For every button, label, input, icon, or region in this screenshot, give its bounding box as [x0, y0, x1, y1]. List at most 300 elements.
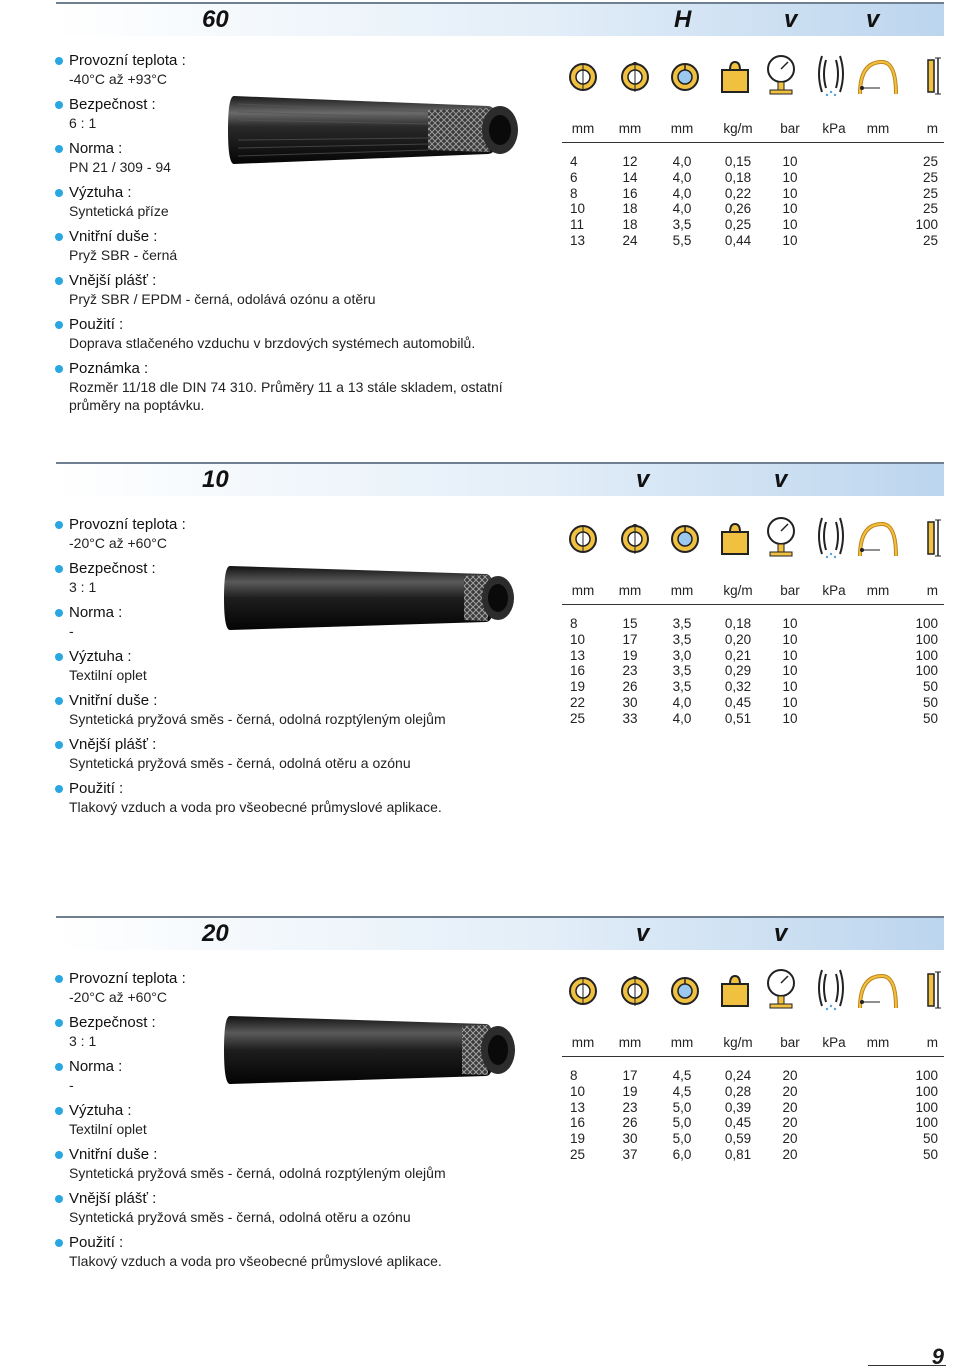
table-cell: 10: [782, 616, 798, 631]
table-cell: 10: [782, 169, 798, 185]
property-value: Syntetická pryžová směs - černá, odolná otěru a ozónu: [69, 755, 411, 771]
table-header: [562, 1030, 944, 1056]
table-cell: 20: [782, 1115, 798, 1131]
unit-header: mm: [856, 1030, 900, 1056]
unit-header: bar: [768, 578, 812, 604]
product-section-1: [0, 0, 960, 420]
property-value: 6 : 1: [69, 115, 97, 131]
table-cell: 3,5: [672, 679, 692, 695]
property-label: Výztuha :: [55, 184, 525, 202]
property-value: Syntetická pryžová směs - černá, odolná rozptýleným olejům: [69, 711, 446, 727]
table-cell: 23: [622, 663, 638, 679]
table-cell: 10: [782, 647, 798, 663]
unit-header: mm: [656, 578, 708, 604]
bend-radius-icon: [856, 970, 900, 1010]
table-cell: 4: [570, 154, 578, 169]
table-cell: 10: [782, 232, 798, 248]
property-value: Rozměr 11/18 dle DIN 74 310. Průměry 11 a 13 stále skladem, ostatní průměry na poptávku.: [69, 379, 503, 413]
wall-thickness-icon: [670, 62, 700, 92]
table-cell: [812, 632, 856, 648]
table-cell: 25: [570, 710, 586, 726]
bend-radius-icon: [856, 56, 900, 96]
table-cell: 16: [570, 1115, 586, 1131]
burst-pressure-icon: [816, 966, 846, 1012]
table-cell: 19: [622, 647, 638, 663]
table-cell: [856, 1115, 900, 1131]
table-cell: [856, 616, 900, 632]
table-row: [562, 632, 944, 648]
section-title-right-2: v: [774, 920, 788, 947]
table-cell: 0,59: [724, 1131, 752, 1147]
weight-icon: [718, 972, 752, 1008]
table-cell: 6,0: [672, 1146, 692, 1162]
property-item: [55, 360, 525, 414]
section-title-bar: [56, 2, 944, 36]
table-cell: [856, 1084, 900, 1100]
table-cell: 13: [570, 1099, 586, 1115]
property-label: Vnitřní duše :: [55, 1146, 446, 1164]
table-cell: 4,5: [672, 1083, 692, 1099]
hose-image: [224, 562, 524, 634]
table-cell: 0,32: [724, 679, 752, 695]
table-cell: [856, 154, 900, 170]
table-cell: [856, 186, 900, 202]
table-cell: [812, 1100, 856, 1116]
property-value: Tlakový vzduch a voda pro všeobecné průmyslové aplikace.: [69, 1253, 442, 1269]
property-value: Syntetická příze: [69, 203, 169, 219]
table-cell: 6: [570, 169, 578, 185]
page-number: [868, 1344, 946, 1369]
property-item: [55, 736, 446, 772]
table-cell: 13: [570, 232, 586, 248]
pressure-gauge-icon: [764, 968, 798, 1010]
unit-header: mm: [604, 1030, 656, 1056]
pressure-gauge-icon: [764, 516, 798, 558]
table-cell: 22: [570, 694, 586, 710]
table-cell: 25: [922, 169, 938, 185]
property-value: -: [69, 1077, 74, 1093]
property-label: Vnější plášť :: [55, 272, 525, 290]
table-cell: 100: [915, 616, 938, 631]
table-cell: 30: [622, 1131, 638, 1147]
table-cell: [856, 201, 900, 217]
table-cell: 15: [622, 616, 638, 631]
table-cell: 0,44: [724, 232, 752, 248]
table-cell: [812, 1068, 856, 1084]
table-cell: [812, 201, 856, 217]
table-cell: 0,24: [724, 1068, 752, 1083]
table-cell: 25: [922, 154, 938, 169]
table-cell: 25: [922, 232, 938, 248]
outer-diameter-icon: [620, 62, 650, 92]
table-cell: 50: [922, 1146, 938, 1162]
property-item: [55, 228, 525, 264]
table-cell: [812, 711, 856, 727]
table-cell: 3,5: [672, 663, 692, 679]
table-cell: 16: [570, 663, 586, 679]
table-cell: 20: [782, 1068, 798, 1083]
unit-header: mm: [604, 578, 656, 604]
table-cell: 10: [782, 694, 798, 710]
section-title-right-2: v: [774, 466, 788, 493]
table-body: [562, 1068, 944, 1163]
unit-header: mm: [562, 578, 604, 604]
property-value: PN 21 / 309 - 94: [69, 159, 171, 175]
property-label: Použití :: [55, 1234, 446, 1252]
table-row: [562, 711, 944, 727]
table-row: [562, 616, 944, 632]
property-value: Pryž SBR - černá: [69, 247, 178, 263]
table-cell: 3,5: [672, 217, 692, 233]
table-cell: 13: [570, 647, 586, 663]
section-title-left: 60: [202, 6, 229, 33]
table-cell: 4,0: [672, 154, 692, 169]
property-item: [55, 52, 525, 88]
unit-header: kPa: [812, 116, 856, 142]
table-cell: 19: [622, 1083, 638, 1099]
unit-header: mm: [656, 1030, 708, 1056]
property-item: [55, 1190, 446, 1226]
table-cell: [856, 1147, 900, 1163]
inner-diameter-icon: [568, 524, 598, 554]
page-number-text: 9: [931, 1344, 944, 1369]
table-header: [562, 116, 944, 142]
unit-header: m: [900, 116, 944, 142]
table-cell: 37: [622, 1146, 638, 1162]
table-cell: 50: [922, 694, 938, 710]
property-label: Bezpečnost :: [55, 560, 446, 578]
unit-header: kPa: [812, 578, 856, 604]
burst-pressure-icon: [816, 514, 846, 560]
product-section-2: [0, 462, 960, 822]
table-cell: 25: [570, 1146, 586, 1162]
table-cell: [812, 695, 856, 711]
table-cell: 10: [782, 663, 798, 679]
table-body: [562, 616, 944, 727]
hose-image: [228, 90, 528, 170]
table-cell: 20: [782, 1099, 798, 1115]
property-item: [55, 692, 446, 728]
unit-header: m: [900, 578, 944, 604]
section-title-left: 10: [202, 466, 229, 493]
table-cell: 100: [915, 217, 938, 233]
table-cell: [812, 616, 856, 632]
table-cell: 10: [782, 185, 798, 201]
table-cell: [812, 154, 856, 170]
table-cell: [812, 1147, 856, 1163]
table-row: [562, 1068, 944, 1084]
table-cell: 4,0: [672, 710, 692, 726]
inner-diameter-icon: [568, 62, 598, 92]
table-cell: 19: [570, 679, 586, 695]
table-cell: 0,22: [724, 185, 752, 201]
property-item: [55, 516, 446, 552]
property-label: Výztuha :: [55, 1102, 446, 1120]
table-cell: 33: [622, 710, 638, 726]
property-value: Textilní oplet: [69, 1121, 147, 1137]
unit-header: m: [900, 1030, 944, 1056]
table-cell: 100: [915, 631, 938, 647]
property-label: Bezpečnost :: [55, 1014, 446, 1032]
wall-thickness-icon: [670, 976, 700, 1006]
table-cell: 10: [782, 154, 798, 169]
table-row: [562, 1131, 944, 1147]
table-cell: [812, 648, 856, 664]
property-label: Vnitřní duše :: [55, 228, 525, 246]
property-item: [55, 1102, 446, 1138]
section-title-right-1: v: [636, 466, 650, 493]
inner-diameter-icon: [568, 976, 598, 1006]
property-value: Syntetická pryžová směs - černá, odolná otěru a ozónu: [69, 1209, 411, 1225]
spec-table: [562, 116, 944, 249]
spec-table: [562, 1030, 944, 1163]
table-cell: 8: [570, 1068, 578, 1083]
table-cell: 3,5: [672, 631, 692, 647]
property-label: Provozní teplota :: [55, 970, 446, 988]
table-cell: 17: [622, 1068, 638, 1083]
table-row: [562, 679, 944, 695]
table-cell: 0,28: [724, 1083, 752, 1099]
table-row: [562, 1100, 944, 1116]
table-cell: 30: [622, 694, 638, 710]
table-cell: 0,18: [724, 616, 752, 631]
table-cell: [812, 170, 856, 186]
table-cell: 0,45: [724, 1115, 752, 1131]
property-label: Vnější plášť :: [55, 736, 446, 754]
table-cell: 16: [622, 185, 638, 201]
property-value: Textilní oplet: [69, 667, 147, 683]
table-cell: 100: [915, 663, 938, 679]
length-icon: [922, 970, 944, 1010]
table-cell: 10: [570, 1083, 586, 1099]
table-row: [562, 695, 944, 711]
property-value: 3 : 1: [69, 1033, 97, 1049]
property-value: -20°C až +60°C: [69, 989, 167, 1005]
table-cell: 18: [622, 201, 638, 217]
table-cell: 20: [782, 1083, 798, 1099]
property-list: [55, 516, 446, 816]
table-cell: 0,81: [724, 1146, 752, 1162]
unit-header: mm: [656, 116, 708, 142]
table-cell: 100: [915, 1083, 938, 1099]
property-item: [55, 648, 446, 684]
table-cell: 100: [915, 647, 938, 663]
table-row: [562, 1147, 944, 1163]
table-cell: 50: [922, 710, 938, 726]
table-cell: 10: [782, 201, 798, 217]
table-cell: [812, 186, 856, 202]
table-cell: 20: [782, 1131, 798, 1147]
table-cell: 8: [570, 185, 578, 201]
property-item: [55, 316, 525, 352]
property-label: Bezpečnost :: [55, 96, 525, 114]
table-cell: 20: [782, 1146, 798, 1162]
table-row: [562, 201, 944, 217]
unit-header: mm: [562, 1030, 604, 1056]
section-title-left: 20: [202, 920, 229, 947]
table-cell: 12: [622, 154, 638, 169]
section-title-right-1: H: [674, 6, 692, 33]
table-cell: 25: [922, 185, 938, 201]
pressure-gauge-icon: [764, 54, 798, 96]
table-cell: [812, 217, 856, 233]
weight-icon: [718, 520, 752, 556]
table-cell: 0,26: [724, 201, 752, 217]
table-cell: 5,0: [672, 1131, 692, 1147]
table-row: [562, 170, 944, 186]
table-cell: [856, 632, 900, 648]
table-cell: [856, 170, 900, 186]
table-cell: [812, 233, 856, 249]
table-cell: 11: [570, 217, 585, 233]
table-cell: [856, 233, 900, 249]
table-cell: 0,25: [724, 217, 752, 233]
section-title-bar: [56, 916, 944, 950]
table-cell: [812, 1084, 856, 1100]
weight-icon: [718, 58, 752, 94]
hose-image: [224, 1012, 524, 1088]
table-cell: 10: [570, 201, 586, 217]
table-cell: 17: [622, 631, 638, 647]
table-cell: 5,5: [672, 232, 692, 248]
table-cell: 0,18: [724, 169, 752, 185]
section-title-right-1: v: [636, 920, 650, 947]
unit-header: kPa: [812, 1030, 856, 1056]
burst-pressure-icon: [816, 52, 846, 98]
table-cell: 0,20: [724, 631, 752, 647]
table-cell: 4,0: [672, 185, 692, 201]
table-cell: 10: [782, 710, 798, 726]
table-cell: 0,29: [724, 663, 752, 679]
table-cell: 0,39: [724, 1099, 752, 1115]
table-cell: 25: [922, 201, 938, 217]
table-cell: 4,5: [672, 1068, 692, 1083]
product-section-3: [0, 916, 960, 1276]
property-value: -40°C až +93°C: [69, 71, 167, 87]
unit-header: bar: [768, 116, 812, 142]
section-title-right-3: v: [866, 6, 880, 33]
unit-header: mm: [856, 578, 900, 604]
table-row: [562, 648, 944, 664]
table-cell: 19: [570, 1131, 586, 1147]
unit-header: kg/m: [708, 578, 768, 604]
property-label: Použití :: [55, 780, 446, 798]
section-title-bar: [56, 462, 944, 496]
property-item: [55, 970, 446, 1006]
property-label: Norma :: [55, 604, 446, 622]
table-cell: [856, 648, 900, 664]
table-cell: 5,0: [672, 1115, 692, 1131]
table-cell: 8: [570, 616, 578, 631]
table-cell: [856, 663, 900, 679]
table-cell: 100: [915, 1068, 938, 1083]
table-row: [562, 186, 944, 202]
table-cell: 10: [570, 631, 586, 647]
table-cell: [812, 679, 856, 695]
property-label: Použití :: [55, 316, 525, 334]
table-cell: [856, 695, 900, 711]
table-cell: [856, 1068, 900, 1084]
table-body: [562, 154, 944, 249]
table-cell: 26: [622, 679, 638, 695]
property-label: Provozní teplota :: [55, 52, 525, 70]
outer-diameter-icon: [620, 976, 650, 1006]
property-label: Vnější plášť :: [55, 1190, 446, 1208]
table-cell: 0,21: [724, 647, 752, 663]
length-icon: [922, 56, 944, 96]
table-cell: 26: [622, 1115, 638, 1131]
table-cell: 10: [782, 631, 798, 647]
outer-diameter-icon: [620, 524, 650, 554]
table-cell: 100: [915, 1115, 938, 1131]
unit-header: mm: [562, 116, 604, 142]
table-header: [562, 578, 944, 604]
property-value: Doprava stlačeného vzduchu v brzdových systémech automobilů.: [69, 335, 476, 351]
table-cell: 18: [622, 217, 638, 233]
table-cell: 14: [622, 169, 638, 185]
property-value: Pryž SBR / EPDM - černá, odolává ozónu a otěru: [69, 291, 376, 307]
property-item: [55, 1146, 446, 1182]
table-cell: 0,51: [724, 710, 752, 726]
table-cell: 23: [622, 1099, 638, 1115]
table-cell: [856, 711, 900, 727]
property-label: Výztuha :: [55, 648, 446, 666]
table-row: [562, 233, 944, 249]
property-label: Provozní teplota :: [55, 516, 446, 534]
table-cell: [812, 663, 856, 679]
table-cell: 4,0: [672, 694, 692, 710]
property-label: Norma :: [55, 1058, 446, 1076]
unit-header: kg/m: [708, 1030, 768, 1056]
table-cell: 3,5: [672, 616, 692, 631]
table-cell: 100: [915, 1099, 938, 1115]
wall-thickness-icon: [670, 524, 700, 554]
unit-header: bar: [768, 1030, 812, 1056]
unit-header: mm: [604, 116, 656, 142]
table-cell: 4,0: [672, 169, 692, 185]
table-row: [562, 154, 944, 170]
table-cell: [812, 1131, 856, 1147]
table-cell: [812, 1115, 856, 1131]
property-label: Poznámka :: [55, 360, 525, 378]
table-cell: 50: [922, 679, 938, 695]
unit-header: kg/m: [708, 116, 768, 142]
property-item: [55, 780, 446, 816]
table-cell: [856, 1100, 900, 1116]
property-item: [55, 272, 525, 308]
property-label: Norma :: [55, 140, 525, 158]
table-cell: 0,15: [724, 154, 752, 169]
section-title-right-2: v: [784, 6, 798, 33]
table-cell: 4,0: [672, 201, 692, 217]
table-cell: 10: [782, 217, 798, 233]
property-value: Tlakový vzduch a voda pro všeobecné průmyslové aplikace.: [69, 799, 442, 815]
table-row: [562, 1115, 944, 1131]
property-value: -: [69, 623, 74, 639]
table-cell: 0,45: [724, 694, 752, 710]
table-row: [562, 217, 944, 233]
property-value: 3 : 1: [69, 579, 97, 595]
property-label: Vnitřní duše :: [55, 692, 446, 710]
table-cell: [856, 217, 900, 233]
property-item: [55, 184, 525, 220]
property-item: [55, 1234, 446, 1270]
table-cell: 10: [782, 679, 798, 695]
table-cell: [856, 679, 900, 695]
table-cell: 50: [922, 1131, 938, 1147]
property-value: Syntetická pryžová směs - černá, odolná rozptýleným olejům: [69, 1165, 446, 1181]
table-cell: 3,0: [672, 647, 692, 663]
